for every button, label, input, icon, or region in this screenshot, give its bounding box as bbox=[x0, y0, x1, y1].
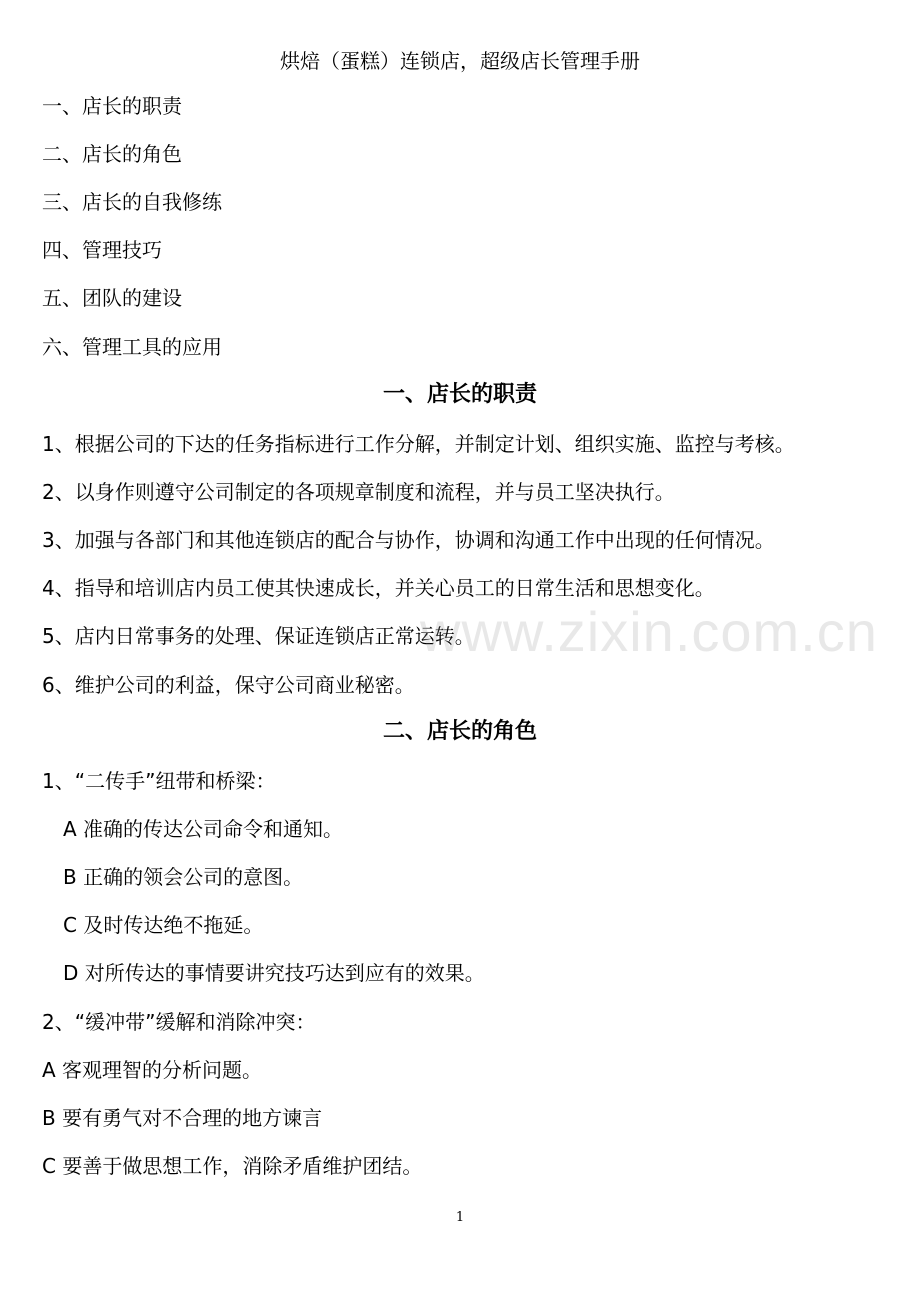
role-2-item-b: B 要有勇气对不合理的地方谏言 bbox=[42, 1106, 323, 1130]
document-title: 烘焙（蛋糕）连锁店，超级店长管理手册 bbox=[280, 49, 640, 73]
toc-item-4: 四、管理技巧 bbox=[42, 238, 162, 262]
role-1-item-a: A 准确的传达公司命令和通知。 bbox=[63, 817, 344, 841]
duty-item-4: 4、指导和培训店内员工使其快速成长，并关心员工的日常生活和思想变化。 bbox=[42, 576, 715, 600]
role-2-item-a: A 客观理智的分析问题。 bbox=[42, 1058, 263, 1082]
toc-item-5: 五、团队的建设 bbox=[42, 286, 182, 310]
duty-item-5: 5、店内日常事务的处理、保证连锁店正常运转。 bbox=[42, 624, 475, 648]
role-2-title: 2、“缓冲带”缓解和消除冲突： bbox=[42, 1010, 316, 1034]
toc-item-3: 三、店长的自我修练 bbox=[42, 190, 222, 214]
duty-item-6: 6、维护公司的利益，保守公司商业秘密。 bbox=[42, 673, 415, 697]
role-1-item-b: B 正确的领会公司的意图。 bbox=[63, 865, 304, 889]
duty-item-3: 3、加强与各部门和其他连锁店的配合与协作，协调和沟通工作中出现的任何情况。 bbox=[42, 528, 775, 552]
toc-item-2: 二、店长的角色 bbox=[42, 142, 182, 166]
page-number: 1 bbox=[455, 1210, 465, 1225]
role-1-item-c: C 及时传达绝不拖延。 bbox=[63, 913, 264, 937]
section-2-heading: 二、店长的角色 bbox=[382, 719, 537, 744]
watermark: www.zixin.com.cn bbox=[420, 600, 878, 663]
role-1-item-d: D 对所传达的事情要讲究技巧达到应有的效果。 bbox=[63, 961, 485, 985]
duty-item-1: 1、根据公司的下达的任务指标进行工作分解，并制定计划、组织实施、监控与考核。 bbox=[42, 432, 795, 456]
role-1-title: 1、“二传手”纽带和桥梁： bbox=[42, 769, 276, 793]
duty-item-2: 2、以身作则遵守公司制定的各项规章制度和流程，并与员工坚决执行。 bbox=[42, 480, 675, 504]
toc-item-1: 一、店长的职责 bbox=[42, 94, 182, 118]
toc-item-6: 六、管理工具的应用 bbox=[42, 335, 222, 359]
section-1-heading: 一、店长的职责 bbox=[382, 382, 537, 407]
role-2-item-c: C 要善于做思想工作，消除矛盾维护团结。 bbox=[42, 1154, 423, 1178]
